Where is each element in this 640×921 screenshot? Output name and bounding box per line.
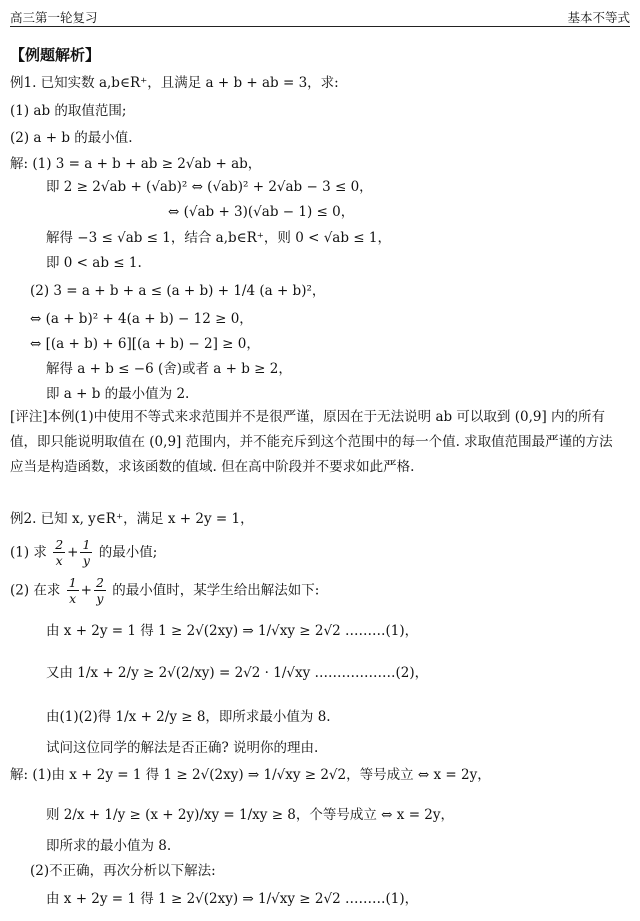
example2-answer-line: (2)不正确，再次分析以下解法: [30, 863, 216, 879]
example1-solution-line: ⇔ [(a + b) + 6][(a + b) − 2] ≥ 0， [30, 336, 260, 352]
example2-student-line: 又由 1/x + 2/y ≥ 2√(2/xy) = 2√2 · 1/√xy ………………(2)， [46, 665, 429, 681]
example2-stem: 例2. 已知 x, y∈R⁺，满足 x + 2y = 1， [10, 511, 254, 527]
example2-student-line: 由 x + 2y = 1 得 1 ≥ 2√(2xy) ⇒ 1/√xy ≥ 2√2 ………(1)， [46, 623, 419, 639]
header-left: 高三第一轮复习 [10, 10, 98, 25]
example1-solution-line: ⇔ (√ab + 3)(√ab − 1) ≤ 0， [168, 204, 355, 220]
example1-solution-line: 解得 −3 ≤ √ab ≤ 1，结合 a,b∈R⁺，则 0 < √ab ≤ 1， [46, 230, 391, 246]
example2-student-line: 试问这位同学的解法是否正确? 说明你的理由. [46, 740, 319, 756]
page-header [10, 6, 630, 27]
example1-note: [评注]本例(1)中使用不等式来求范围并不是很严谨，原因在于无法说明 ab 可以取到 (0,9] 内的所有值，即只能说明取值在 (0,9] 范围内，并不能充斥到这个范围中的每一个值. 求取值范围最严谨的方法应当是构造函数，求该函数的值域. 但在高中阶段并不要求如此严格. [10, 409, 613, 475]
example1-solution-line: ⇔ (a + b)² + 4(a + b) − 12 ≥ 0， [30, 311, 253, 327]
example2-answer-line: 解: (1)由 x + 2y = 1 得 1 ≥ 2√(2xy) ⇒ 1/√xy ≥ 2√2，等号成立 ⇔ x = 2y， [10, 767, 491, 783]
example1-solution-line: 解: (1) 3 = a + b + ab ≥ 2√ab + ab， [10, 156, 262, 172]
section-title: 【例题解析】 [10, 46, 101, 64]
example2-q1: (1) 求 $\frac{2}{x}$ + $\frac{1}{y}$ 的最小值; [10, 537, 158, 568]
example2-q2: (2) 在求 $\frac{1}{x}$ + $\frac{2}{y}$ 的最小值时，某学生给出解法如下: [10, 575, 320, 606]
example2-answer-line: 即所求的最小值为 8. [46, 838, 172, 854]
fraction: $\frac{1}{x}$ [68, 575, 77, 606]
example1-solution-line: 即 2 ≥ 2√ab + (√ab)² ⇔ (√ab)² + 2√ab − 3 ≤ 0， [46, 179, 373, 195]
example2-answer-line: 则 2/x + 1/y ≥ (x + 2y)/xy = 1/xy ≥ 8，个等号成立 ⇔ x = 2y， [46, 807, 455, 823]
fraction: $\frac{1}{y}$ [82, 537, 91, 568]
header-right: 基本不等式 [567, 10, 630, 25]
example1-q1: (1) ab 的取值范围; [10, 103, 127, 119]
example1-q2: (2) a + b 的最小值. [10, 130, 133, 146]
fraction: $\frac{2}{y}$ [95, 575, 104, 606]
example1-solution-line: (2) 3 = a + b + a ≤ (a + b) + 1/4 (a + b)²， [30, 283, 326, 299]
example2-answer-line: 由 x + 2y = 1 得 1 ≥ 2√(2xy) ⇒ 1/√xy ≥ 2√2 ………(1)， [46, 891, 419, 907]
example1-solution-line: 即 0 < ab ≤ 1. [46, 255, 142, 271]
example1-solution-line: 解得 a + b ≤ −6 (舍)或者 a + b ≥ 2， [46, 361, 292, 377]
example2-student-line: 由(1)(2)得 1/x + 2/y ≥ 8，即所求最小值为 8. [46, 709, 331, 725]
example1-stem: 例1. 已知实数 a,b∈R⁺，且满足 a + b + ab = 3，求: [10, 75, 339, 91]
fraction: $\frac{2}{x}$ [55, 537, 64, 568]
example1-solution-line: 即 a + b 的最小值为 2. [46, 386, 190, 402]
